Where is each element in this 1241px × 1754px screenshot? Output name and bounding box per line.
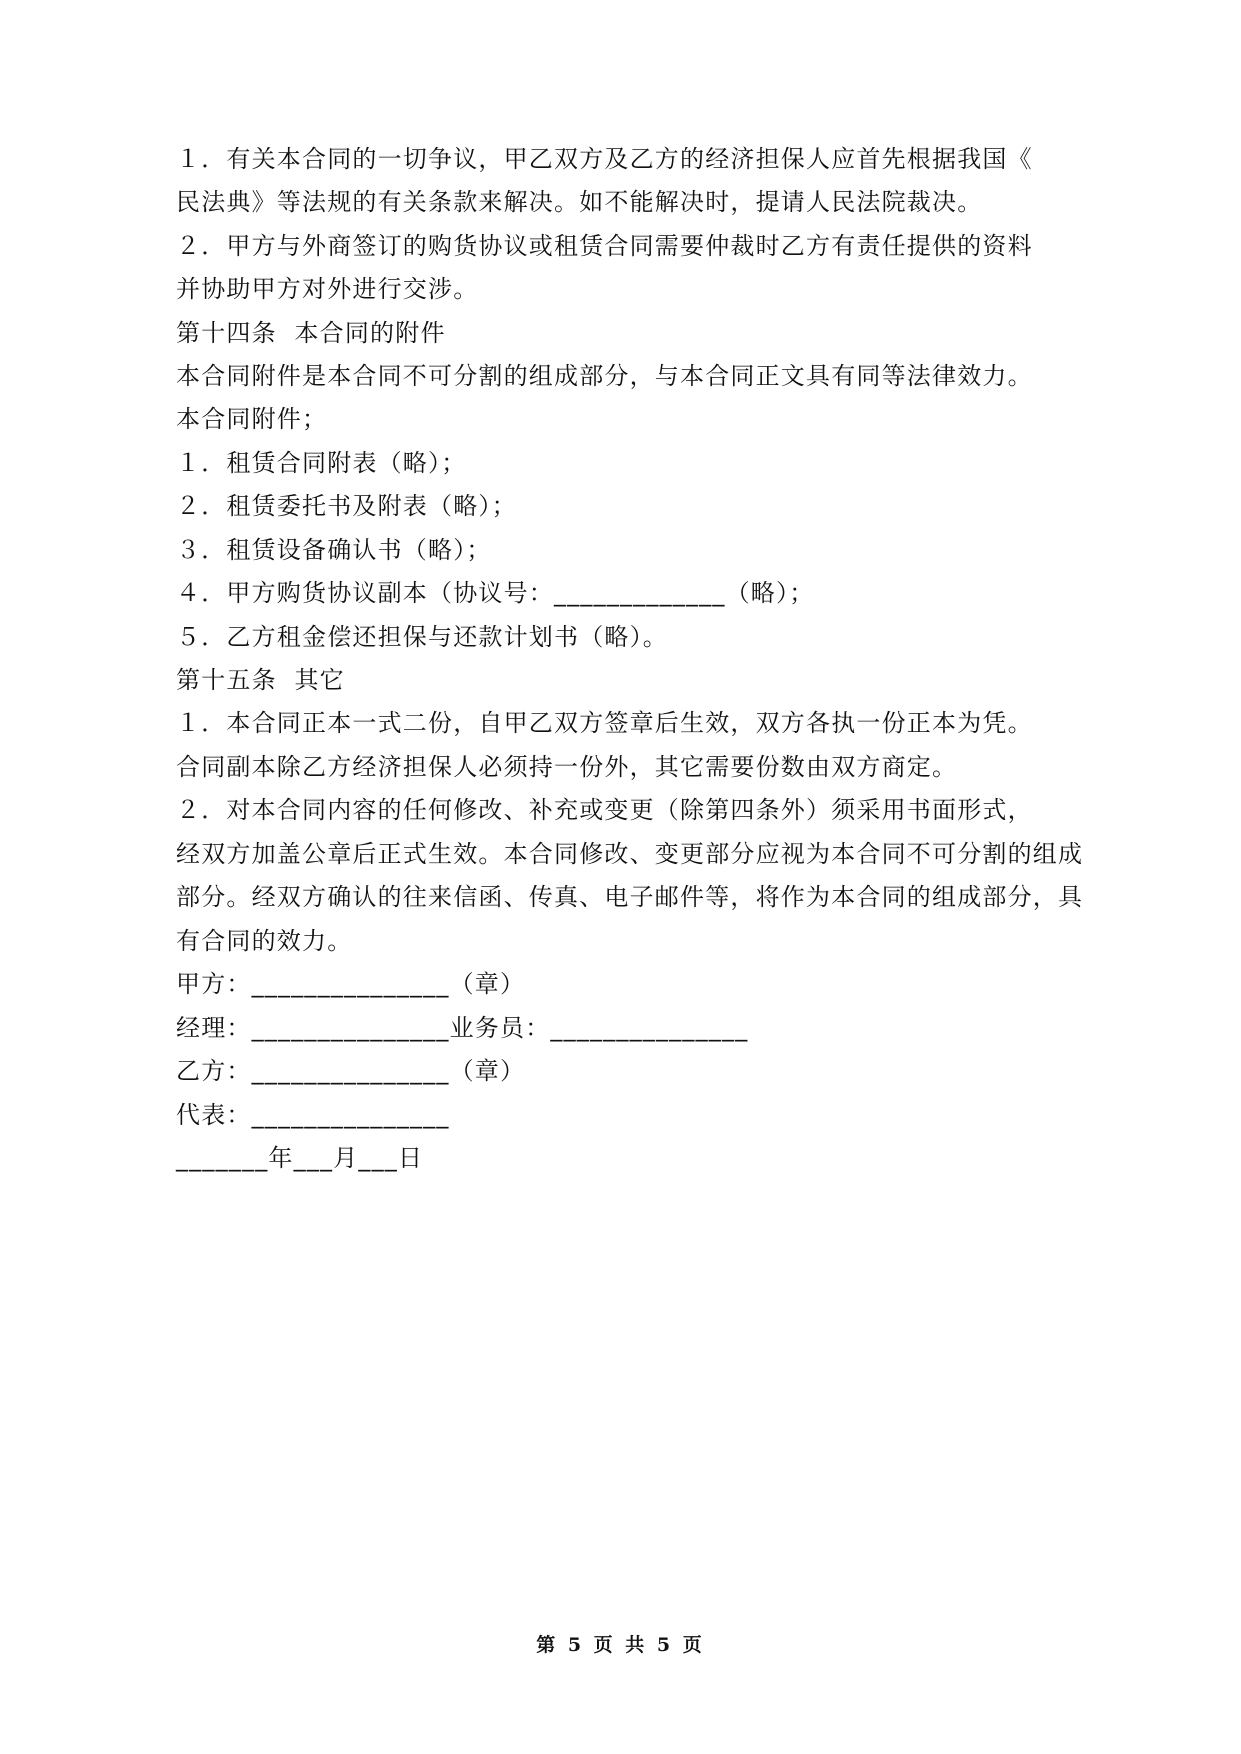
clause-text-line: 并协助甲方对外进行交涉。 <box>176 275 479 303</box>
attachment-item: ５．乙方租金偿还担保与还款计划书（略）。 <box>176 623 668 651</box>
clause-text-line: 合同副本除乙方经济担保人必须持一份外，其它需要份数由双方商定。 <box>176 753 958 781</box>
signature-line-representative: 代表：_______________ <box>176 1101 450 1129</box>
article-heading: 第十四条 本合同的附件 <box>176 319 446 347</box>
page-number-footer: 第 5 页 共 5 页 <box>536 1634 705 1656</box>
clause-text-line: 民法典》等法规的有关条款来解决。如不能解决时，提请人民法院裁决。 <box>176 188 983 216</box>
attachment-item: ４．甲方购货协议副本（协议号：_____________（略）； <box>176 579 815 607</box>
clause-text-line: 经双方加盖公章后正式生效。本合同修改、变更部分应视为本合同不可分割的组成 <box>176 840 1084 868</box>
clause-text-line: ２．甲方与外商签订的购货协议或租赁合同需要仲裁时乙方有责任提供的资料 <box>176 232 1033 260</box>
signature-line-party-a: 甲方：_______________（章） <box>176 970 526 998</box>
clause-text-line: １．有关本合同的一切争议，甲乙双方及乙方的经济担保人应首先根据我国《 <box>176 145 1033 173</box>
signature-line-manager: 经理：_______________业务员：_______________ <box>176 1014 749 1042</box>
attachment-item: ２．租赁委托书及附表（略）； <box>176 492 517 520</box>
clause-text-line: ２．对本合同内容的任何修改、补充或变更（除第四条外）须采用书面形式， <box>176 796 1033 824</box>
clause-text-line: １．本合同正本一式二份，自甲乙双方签章后生效，双方各执一份正本为凭。 <box>176 709 1033 737</box>
clause-text-line: 本合同附件； <box>176 405 328 433</box>
attachment-item: １．租赁合同附表（略）； <box>176 449 467 477</box>
clause-text-line: 本合同附件是本合同不可分割的组成部分，与本合同正文具有同等法律效力。 <box>176 362 1033 390</box>
date-line: _______年___月___日 <box>176 1144 424 1172</box>
clause-text-line: 有合同的效力。 <box>176 927 353 955</box>
article-heading: 第十五条 其它 <box>176 666 345 694</box>
clause-text-line: 部分。经双方确认的往来信函、传真、电子邮件等，将作为本合同的组成部分，具 <box>176 883 1084 911</box>
signature-line-party-b: 乙方：_______________（章） <box>176 1057 526 1085</box>
attachment-item: ３．租赁设备确认书（略）； <box>176 536 492 564</box>
